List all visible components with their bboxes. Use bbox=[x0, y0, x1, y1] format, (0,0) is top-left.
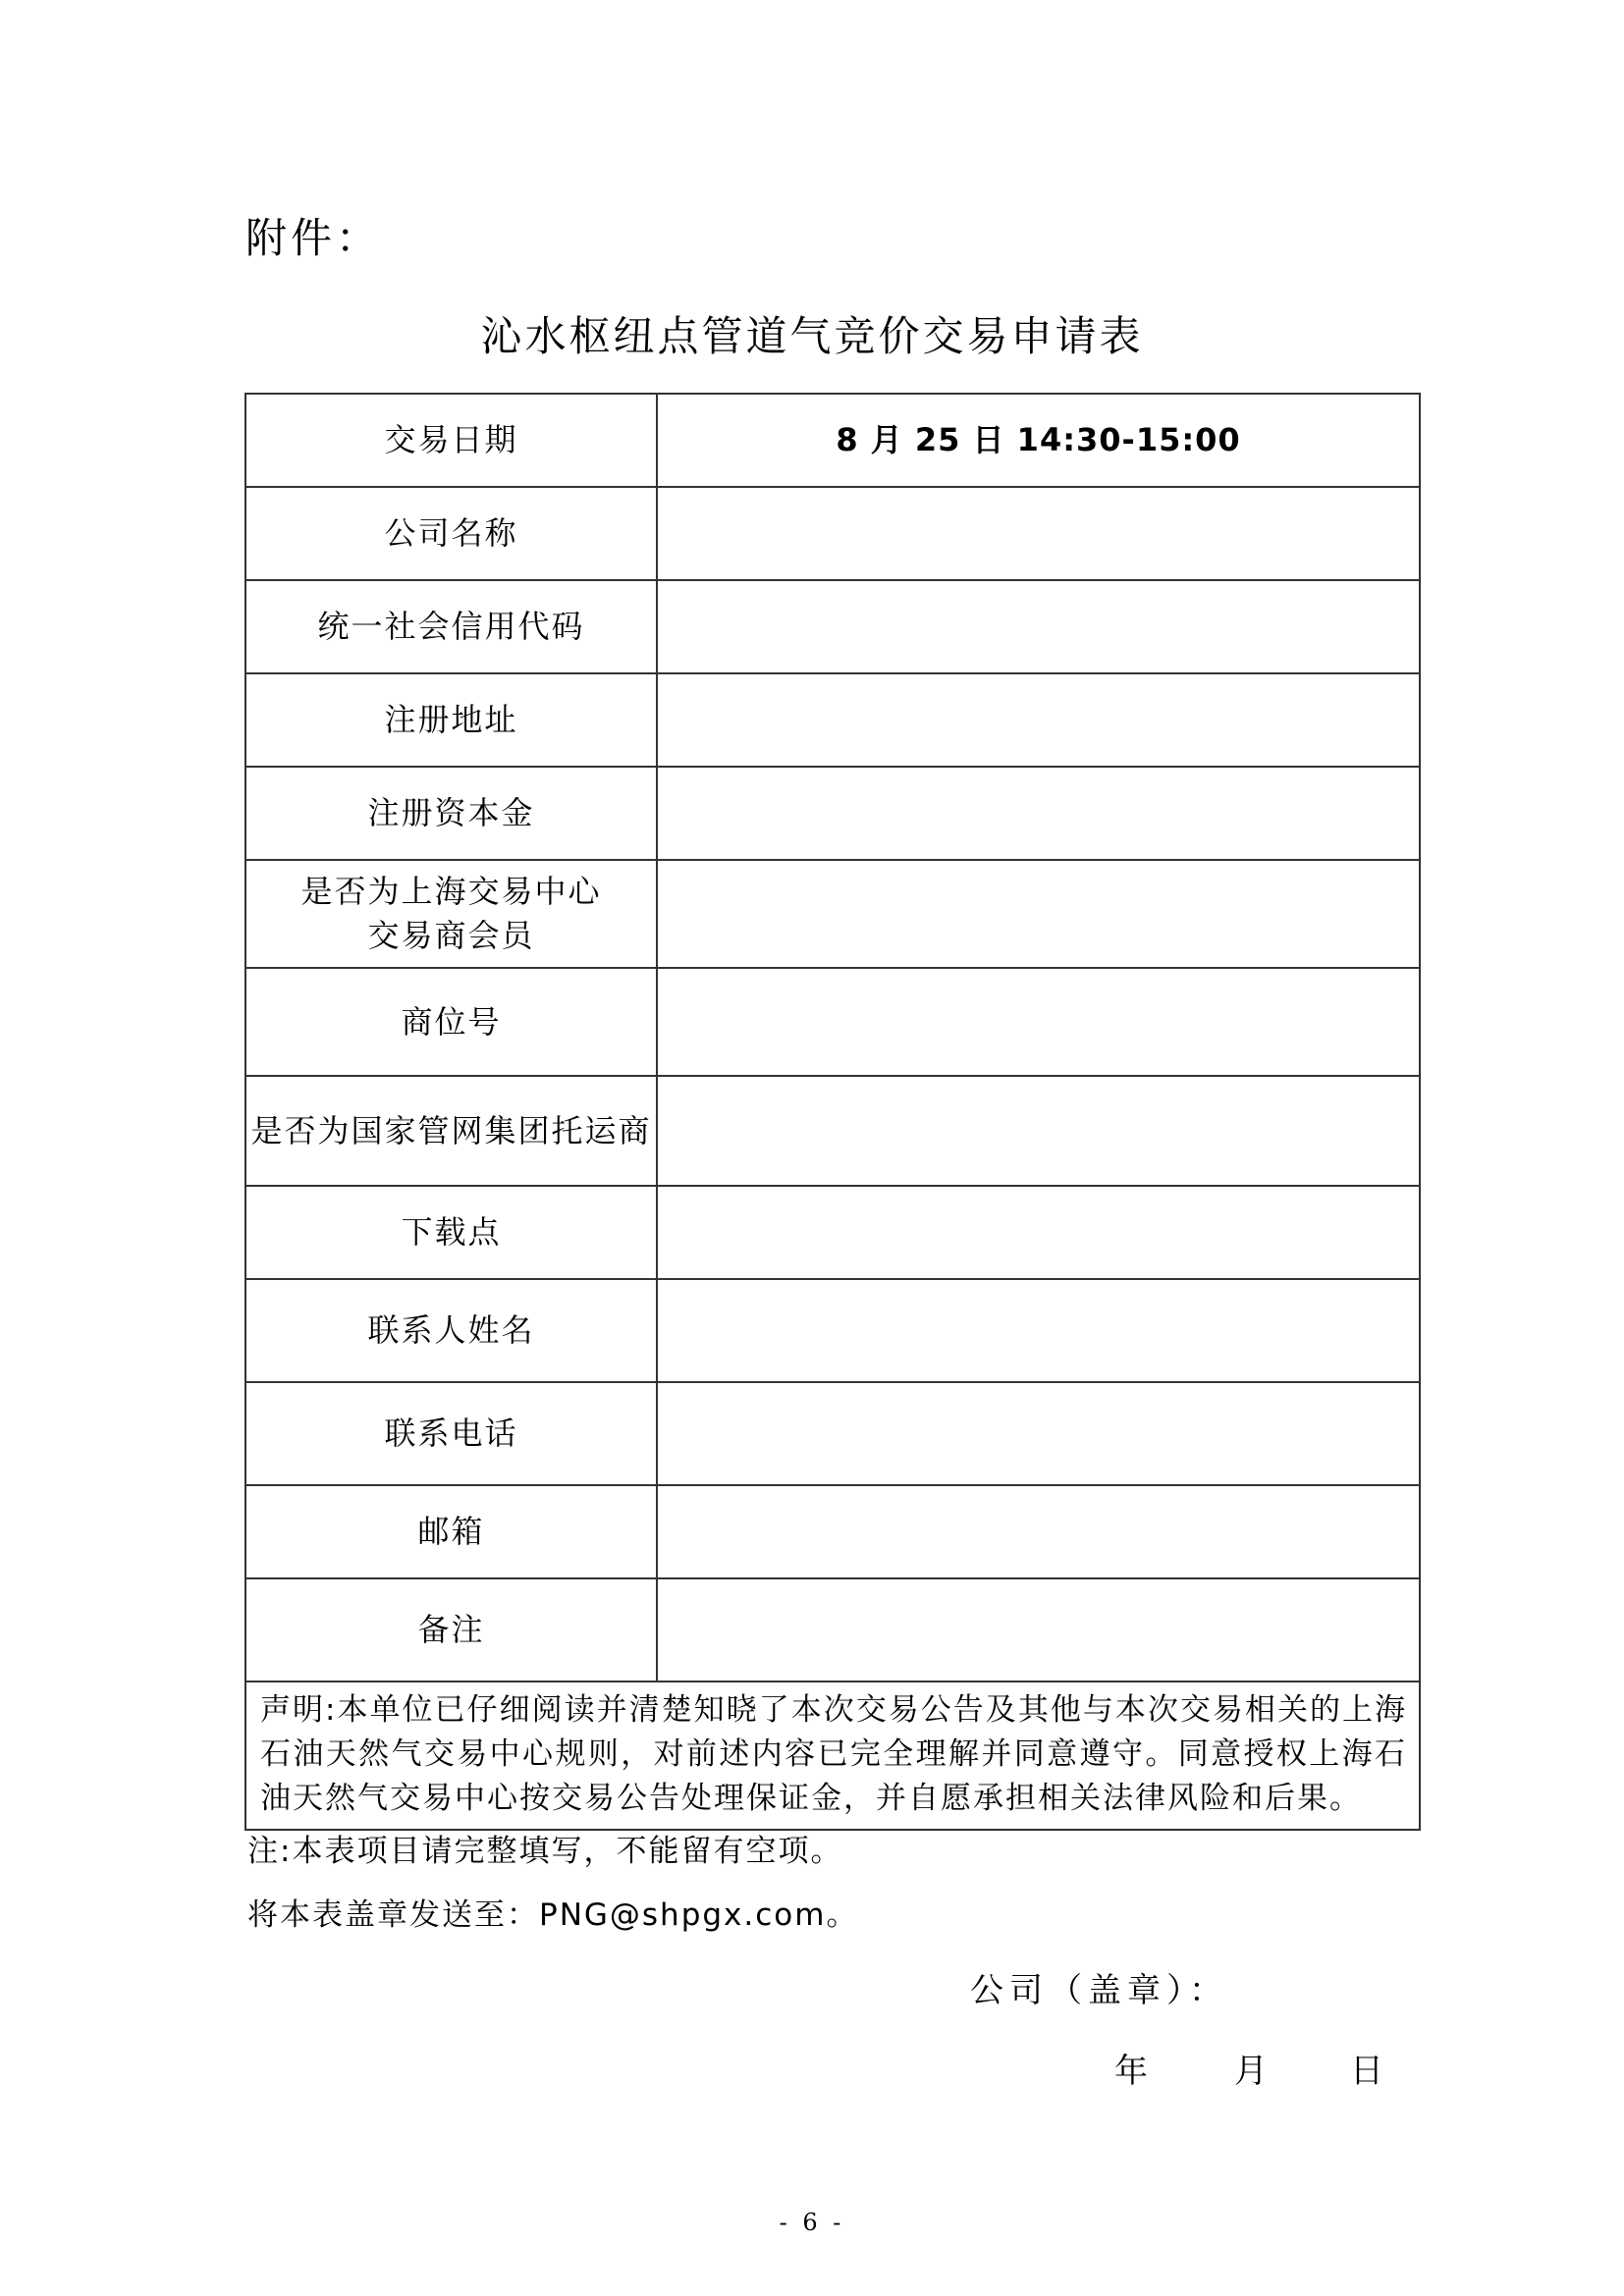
form-row-value[interactable] bbox=[657, 673, 1420, 767]
form-row-label: 交易日期 bbox=[245, 394, 657, 487]
form-row-value[interactable] bbox=[657, 860, 1420, 968]
form-row-value[interactable] bbox=[657, 1382, 1420, 1485]
form-row bbox=[245, 767, 1420, 860]
form-row-value[interactable] bbox=[657, 968, 1420, 1076]
form-row-label: 是否为国家管网集团托运商 bbox=[245, 1076, 657, 1186]
form-row-value[interactable] bbox=[657, 1076, 1420, 1186]
attachment-label: 附件： bbox=[245, 214, 382, 262]
form-row-label: 注册资本金 bbox=[245, 767, 657, 860]
form-row bbox=[245, 1382, 1420, 1485]
form-row-label: 联系人姓名 bbox=[245, 1279, 657, 1382]
form-row bbox=[245, 1279, 1420, 1382]
form-row-label: 商位号 bbox=[245, 968, 657, 1076]
form-row bbox=[245, 1578, 1420, 1682]
date-year-label: 年 bbox=[1114, 2052, 1148, 2091]
form-row-value[interactable] bbox=[657, 1578, 1420, 1682]
form-row-label: 统一社会信用代码 bbox=[245, 580, 657, 673]
form-row bbox=[245, 968, 1420, 1076]
declaration-text: 声明:本单位已仔细阅读并清楚知晓了本次交易公告及其他与本次交易相关的上海石油天然气交易中心规则，对前述内容已完全理解并同意遵守。同意授权上海石油天然气交易中心按交易公告处理保证金，并自愿承担相关法律风险和后果。 bbox=[245, 1682, 1420, 1830]
declaration-row bbox=[245, 1682, 1420, 1830]
form-row-value[interactable] bbox=[657, 767, 1420, 860]
form-row-label: 下载点 bbox=[245, 1186, 657, 1279]
form-row-label: 公司名称 bbox=[245, 487, 657, 580]
form-body bbox=[245, 394, 1420, 1830]
company-seal-label: 公司（盖章）： bbox=[970, 1971, 1228, 2010]
form-row-label: 邮箱 bbox=[245, 1485, 657, 1578]
page-number: - 6 - bbox=[779, 2209, 845, 2236]
form-row bbox=[245, 860, 1420, 968]
form-row bbox=[245, 580, 1420, 673]
form-row bbox=[245, 1485, 1420, 1578]
form-row bbox=[245, 487, 1420, 580]
form-row-label: 是否为上海交易中心 交易商会员 bbox=[245, 860, 657, 968]
form-row-value[interactable] bbox=[657, 487, 1420, 580]
form-row-value[interactable] bbox=[657, 1485, 1420, 1578]
form-row-label: 注册地址 bbox=[245, 673, 657, 767]
send-to-note: 将本表盖章发送至：PNG@shpgx.com。 bbox=[247, 1897, 859, 1933]
date-month-label: 月 bbox=[1234, 2052, 1268, 2091]
form-row-label: 备注 bbox=[245, 1578, 657, 1682]
form-row bbox=[245, 1076, 1420, 1186]
form-row-value[interactable] bbox=[657, 1186, 1420, 1279]
form-row bbox=[245, 394, 1420, 487]
form-title: 沁水枢纽点管道气竞价交易申请表 bbox=[480, 312, 1144, 360]
application-form-table bbox=[244, 393, 1421, 1831]
form-row-value[interactable] bbox=[657, 580, 1420, 673]
fill-note: 注:本表项目请完整填写，不能留有空项。 bbox=[247, 1834, 843, 1869]
form-row-value[interactable] bbox=[657, 1279, 1420, 1382]
date-day-label: 日 bbox=[1350, 2052, 1383, 2091]
form-row bbox=[245, 673, 1420, 767]
form-row-label: 联系电话 bbox=[245, 1382, 657, 1485]
form-row bbox=[245, 1186, 1420, 1279]
form-row-value: 8 月 25 日 14:30-15:00 bbox=[657, 394, 1420, 487]
